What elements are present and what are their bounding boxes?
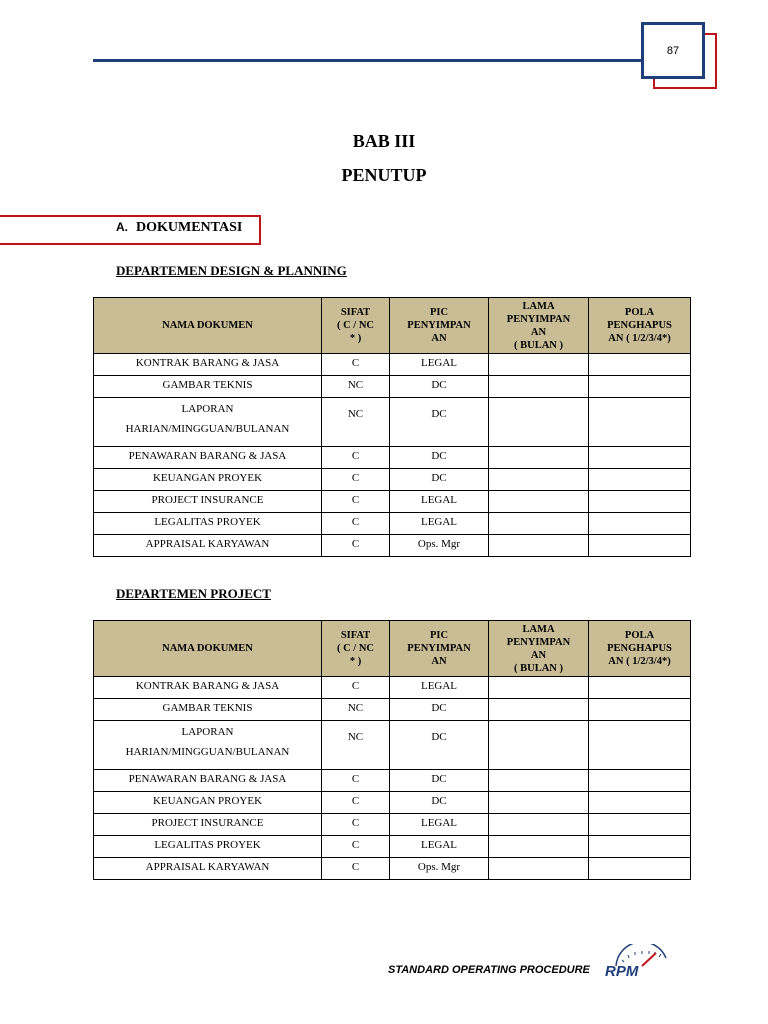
chapter-subtitle: PENUTUP: [341, 165, 427, 185]
cell-sifat: C: [322, 491, 390, 513]
department-title: DEPARTEMEN PROJECT: [116, 586, 271, 601]
header-pola-line: PENGHAPUS: [607, 643, 672, 654]
cell-lama: [489, 513, 589, 535]
header-sifat: [322, 298, 390, 354]
cell-nama-line: APPRAISAL KARYAWAN: [145, 861, 270, 873]
table-row: [94, 858, 691, 880]
cell-sifat: C: [322, 677, 390, 699]
cell-pic: DC: [390, 398, 489, 447]
cell-nama-line: GAMBAR TEKNIS: [162, 379, 253, 391]
cell-pic: Ops. Mgr: [390, 858, 489, 880]
table-row: [94, 469, 691, 491]
cell-pola: [589, 699, 691, 721]
cell-sifat: NC: [322, 398, 390, 447]
header-pola: [589, 298, 691, 354]
header-sifat-line: ( C / NC: [336, 320, 375, 331]
cell-nama: [94, 814, 322, 836]
cell-pic: DC: [390, 447, 489, 469]
cell-sifat: NC: [322, 699, 390, 721]
header-sifat-line: * ): [349, 333, 362, 344]
cell-nama: [94, 376, 322, 398]
cell-nama-line: KONTRAK BARANG & JASA: [135, 357, 280, 369]
header-lama: [489, 298, 589, 354]
header-lama-line: AN: [530, 326, 547, 338]
page-number: 87: [666, 44, 680, 57]
cell-pola: [589, 398, 691, 447]
header-nama-dokumen: NAMA DOKUMEN: [94, 298, 322, 354]
header-lama: [489, 621, 589, 677]
cell-sifat: C: [322, 469, 390, 491]
table-row: [94, 513, 691, 535]
cell-nama-line: PROJECT INSURANCE: [151, 494, 264, 506]
cell-sifat: C: [322, 513, 390, 535]
header-lama-line: LAMA: [522, 300, 555, 312]
table-row: [94, 376, 691, 398]
header-pic-line: AN: [431, 656, 447, 667]
cell-pic: Ops. Mgr: [390, 535, 489, 557]
cell-nama: [94, 398, 322, 447]
cell-pic: LEGAL: [390, 491, 489, 513]
department-title: DEPARTEMEN DESIGN & PLANNING: [116, 263, 347, 278]
table-row: [94, 770, 691, 792]
cell-pic: LEGAL: [390, 677, 489, 699]
cell-nama: [94, 770, 322, 792]
cell-lama: [489, 721, 589, 770]
cell-nama: [94, 491, 322, 513]
cell-sifat: C: [322, 858, 390, 880]
page-number-box: [641, 22, 705, 79]
chapter-title: BAB III: [352, 131, 416, 151]
cell-nama-line: HARIAN/MINGGUAN/BULANAN: [125, 746, 290, 758]
header-pola-line: AN ( 1/2/3/4*): [608, 333, 671, 344]
cell-pic: LEGAL: [390, 836, 489, 858]
table-row: [94, 447, 691, 469]
cell-nama-line: KEUANGAN PROYEK: [152, 795, 263, 807]
cell-nama-line: LEGALITAS PROYEK: [154, 839, 261, 851]
cell-pola: [589, 721, 691, 770]
cell-sifat: C: [322, 770, 390, 792]
section-heading: [116, 220, 242, 236]
header-sifat: [322, 621, 390, 677]
header-lama-line: PENYIMPAN: [506, 636, 571, 648]
header-pic-line: AN: [431, 333, 447, 344]
cell-nama: [94, 469, 322, 491]
cell-nama: [94, 792, 322, 814]
cell-pic: DC: [390, 469, 489, 491]
cell-lama: [489, 814, 589, 836]
cell-nama-line: GAMBAR TEKNIS: [162, 702, 253, 714]
footer-text: STANDARD OPERATING PROCEDURE: [388, 964, 590, 976]
cell-sifat: C: [322, 447, 390, 469]
table-row: [94, 699, 691, 721]
cell-pic: DC: [390, 792, 489, 814]
table-header-row: [94, 621, 691, 677]
cell-pic: DC: [390, 699, 489, 721]
cell-nama-line: HARIAN/MINGGUAN/BULANAN: [125, 423, 290, 435]
cell-nama-line: KEUANGAN PROYEK: [152, 472, 263, 484]
cell-pola: [589, 535, 691, 557]
cell-nama: [94, 513, 322, 535]
cell-pola: [589, 513, 691, 535]
table-row: [94, 814, 691, 836]
header-nama-dokumen: NAMA DOKUMEN: [94, 621, 322, 677]
header-sifat-line: ( C / NC: [336, 643, 375, 654]
cell-sifat: C: [322, 354, 390, 376]
cell-nama: [94, 699, 322, 721]
cell-pola: [589, 447, 691, 469]
cell-lama: [489, 398, 589, 447]
cell-pola: [589, 770, 691, 792]
header-pic-line: PENYIMPAN: [407, 643, 471, 654]
cell-sifat: C: [322, 836, 390, 858]
cell-pic: DC: [390, 770, 489, 792]
cell-nama: [94, 677, 322, 699]
header-pic-line: PIC: [429, 307, 449, 318]
logo-wordmark: RPM: [605, 963, 639, 978]
cell-nama-line: LEGALITAS PROYEK: [154, 516, 261, 528]
table-row: [94, 721, 691, 770]
cell-nama: [94, 836, 322, 858]
cell-pola: [589, 858, 691, 880]
cell-pola: [589, 469, 691, 491]
cell-lama: [489, 491, 589, 513]
cell-pic: LEGAL: [390, 354, 489, 376]
cell-pic: DC: [390, 721, 489, 770]
cell-nama-line: LAPORAN: [181, 726, 234, 738]
header-sifat-line: SIFAT: [340, 630, 371, 641]
header-pola: [589, 621, 691, 677]
cell-nama: [94, 721, 322, 770]
document-table: [93, 620, 691, 880]
cell-sifat: C: [322, 792, 390, 814]
cell-nama: [94, 858, 322, 880]
cell-lama: [489, 354, 589, 376]
cell-pola: [589, 836, 691, 858]
cell-nama: [94, 535, 322, 557]
header-pic-line: PIC: [429, 630, 449, 641]
cell-lama: [489, 770, 589, 792]
document-table: [93, 297, 691, 557]
cell-pic: LEGAL: [390, 814, 489, 836]
table-row: [94, 491, 691, 513]
cell-pic: DC: [390, 376, 489, 398]
header-sifat-line: * ): [349, 656, 362, 667]
cell-pic: LEGAL: [390, 513, 489, 535]
section-letter: A.: [116, 220, 128, 234]
header-pola-line: AN ( 1/2/3/4*): [608, 656, 671, 667]
cell-lama: [489, 792, 589, 814]
table-row: [94, 792, 691, 814]
cell-nama-line: PENAWARAN BARANG & JASA: [128, 450, 287, 462]
rpm-logo: [604, 944, 674, 983]
table-row: [94, 836, 691, 858]
cell-pola: [589, 814, 691, 836]
header-rule: [93, 59, 645, 62]
cell-lama: [489, 469, 589, 491]
cell-lama: [489, 535, 589, 557]
cell-nama-line: APPRAISAL KARYAWAN: [145, 538, 270, 550]
section-title: DOKUMENTASI: [136, 220, 243, 235]
header-lama-line: ( BULAN ): [514, 662, 563, 674]
table-row: [94, 398, 691, 447]
cell-sifat: C: [322, 535, 390, 557]
cell-nama: [94, 447, 322, 469]
cell-pola: [589, 792, 691, 814]
cell-pola: [589, 491, 691, 513]
cell-lama: [489, 836, 589, 858]
table-row: [94, 354, 691, 376]
cell-lama: [489, 376, 589, 398]
cell-sifat: NC: [322, 376, 390, 398]
cell-nama-line: PROJECT INSURANCE: [151, 817, 264, 829]
cell-lama: [489, 858, 589, 880]
header-lama-line: LAMA: [522, 623, 555, 635]
table-header-row: [94, 298, 691, 354]
cell-sifat: C: [322, 814, 390, 836]
cell-lama: [489, 447, 589, 469]
header-lama-line: AN: [530, 649, 547, 661]
cell-sifat: NC: [322, 721, 390, 770]
cell-lama: [489, 677, 589, 699]
header-pic: [390, 621, 489, 677]
cell-lama: [489, 699, 589, 721]
cell-pola: [589, 376, 691, 398]
header-pic: [390, 298, 489, 354]
cell-nama-line: LAPORAN: [181, 403, 234, 415]
cell-pola: [589, 677, 691, 699]
header-lama-line: ( BULAN ): [514, 339, 563, 351]
header-sifat-line: SIFAT: [340, 307, 371, 318]
header-pola-line: POLA: [624, 307, 655, 318]
header-pic-line: PENYIMPAN: [407, 320, 471, 331]
cell-nama-line: KONTRAK BARANG & JASA: [135, 680, 280, 692]
header-pola-line: POLA: [624, 630, 655, 641]
cell-nama-line: PENAWARAN BARANG & JASA: [128, 773, 287, 785]
header-lama-line: PENYIMPAN: [506, 313, 571, 325]
header-pola-line: PENGHAPUS: [607, 320, 672, 331]
cell-pola: [589, 354, 691, 376]
table-row: [94, 535, 691, 557]
cell-nama: [94, 354, 322, 376]
table-row: [94, 677, 691, 699]
